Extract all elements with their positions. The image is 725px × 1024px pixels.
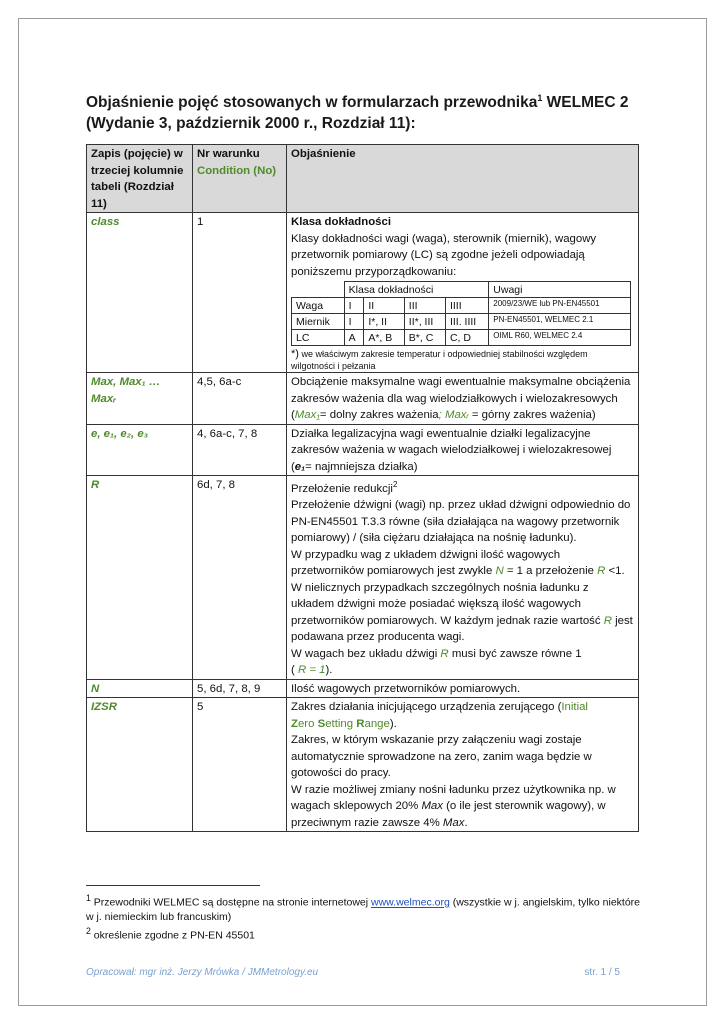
row-condition: 4,5, 6a-c <box>193 373 287 425</box>
footnote-2: $^2$ określenie zgodne z PN-EN 45501 <box>86 925 255 941</box>
row-heading: Klasa dokładności <box>291 216 392 228</box>
header-condition: Nr warunku Condition (No) <box>193 145 287 213</box>
footer-page-number: str. 1 / 5 <box>584 967 620 978</box>
row-condition: 5, 6d, 7, 8, 9 <box>193 679 287 698</box>
row-symbol: Max, Max₁ … Maxᵣ <box>87 373 193 425</box>
footer-author: Opracował: mgr inż. Jerzy Mrówka / JMMetrology.eu <box>86 967 319 978</box>
row-explanation: Przełożenie redukcji$^2$ Przełożenie dźwigni (wagi) np. przez układ dźwigni odpowiednio do PN-EN45501 T.3.3 równe (siła działająca na wagowy przetwornik pomiarowy) / (siła ciężaru działająca na nośnię ładunku). W przypadku wag z układem dźwigni ilość wagowych przetworników pomiarowych jest zwykle N = 1 a przełożenie R <1. W nielicznych przypadkach szczególnych nośnia ładunku z układem dźwigni może posiadać większą ilość wagowych przetworników pomiarowych. W każdym jednak razie wartość R jest podawana przez producenta wagi. W wagach bez układu dźwigi R musi być zawsze równe 1 ( R = 1). <box>287 476 639 680</box>
footnote-1: $^1$ Przewodniki WELMEC są dostępne na stronie internetowej www.welmec.org (wszystkie w j. angielskim, tylko niektóre w j. niemieckim lub francuskim) <box>86 893 641 923</box>
row-symbol: IZSR <box>87 698 193 832</box>
page-title: Objaśnienie pojęć stosowanych w formularzach przewodnika$^1$ WELMEC 2 (Wydanie 3, październik 2000 r., Rozdział 11): <box>86 93 629 133</box>
accuracy-note: *) we właściwym zakresie temperatur i odpowiedniej stabilności względem wilgotności i pełzania <box>291 348 588 371</box>
sub-row-miernik: Miernik I I*, II II*, III III. IIII PN-EN45501, WELMEC 2.1 <box>292 314 631 330</box>
footnote-separator <box>86 885 260 886</box>
header-explanation: Objaśnienie <box>287 145 639 213</box>
row-condition: 5 <box>193 698 287 832</box>
table-row-e <box>87 424 639 476</box>
footnotes <box>86 891 646 942</box>
table-row-max <box>87 373 639 425</box>
row-symbol: e, e₁, e₂, e₃ <box>87 424 193 476</box>
row-condition: 4, 6a-c, 7, 8 <box>193 424 287 476</box>
header-notation: Zapis (pojęcie) w trzeciej kolumnie tabeli (Rozdział 11) <box>87 145 193 213</box>
accuracy-class-table: Klasa dokładności Uwagi Waga I II III IIII 2009/23/WE lub PN-EN45501 Miernik I I*, II II*, III III. IIII PN-EN45501, WELMEC 2.1 LC A A*, B B*, C C, D OIML R60, WELMEC 2.4 <box>291 281 631 346</box>
row-condition: 1 <box>193 213 287 373</box>
table-row-class <box>87 213 639 373</box>
row-condition: 6d, 7, 8 <box>193 476 287 680</box>
row-symbol: class <box>87 213 193 373</box>
sub-row-lc: LC A A*, B B*, C C, D OIML R60, WELMEC 2.4 <box>292 330 631 346</box>
table-row-izsr <box>87 698 639 832</box>
row-explanation: Ilość wagowych przetworników pomiarowych. <box>287 679 639 698</box>
row-explanation: Zakres działania inicjującego urządzenia zerującego (Initial Zero Setting Range). Zakres, w którym wskazanie przy załączeniu wagi zostaje automatycznie sprowadzone na zero, zanim waga będzie w gotowości do pracy. W razie możliwej zmiany nośni ładunku przez użytkownika np. w wagach sklepowych 20% Max (o ile jest sterownik wagowy), w przeciwnym razie zawsze 4% Max. <box>287 698 639 832</box>
page-footer <box>86 967 638 978</box>
table-header-row <box>87 145 639 213</box>
sub-row-waga: Waga I II III IIII 2009/23/WE lub PN-EN45501 <box>292 298 631 314</box>
welmec-link[interactable]: www.welmec.org <box>371 896 450 909</box>
table-row-n <box>87 679 639 698</box>
row-explanation: Obciążenie maksymalne wagi ewentualnie maksymalne obciążenia zakresów ważenia dla wag wielodziałkowych i wielozakresowych (Max₁= dolny zakres ważenia; Maxᵣ = górny zakres ważenia) <box>287 373 639 425</box>
row-explanation: Klasa dokładności Klasy dokładności wagi (waga), sterownik (miernik), wagowy przetwornik pomiarowy (LC) są zgodne jeżeli odpowiadają poniższemu przyporządkowaniu: Klasa dokładności Uwagi Waga I II III IIII 2009/23/WE lub PN-EN45501 Miernik I I*, II II*, III III. IIII PN-EN45501, WELMEC 2.1 LC A A*, B B*, C C, D OIML R60, WELMEC 2.4 *) we właściwym zakresie temperatur i odpowiedniej stabilności względem wilgotności i pełzania <box>287 213 639 373</box>
row-explanation: Działka legalizacyjna wagi ewentualnie działki legalizacyjne zakresów ważenia w wagach wielodziałkowej i wielozakresowej (e₁= najmniejsza działka) <box>287 424 639 476</box>
row-symbol: N <box>87 679 193 698</box>
row-symbol: R <box>87 476 193 680</box>
definitions-table <box>86 144 639 832</box>
table-row-r <box>87 476 639 680</box>
